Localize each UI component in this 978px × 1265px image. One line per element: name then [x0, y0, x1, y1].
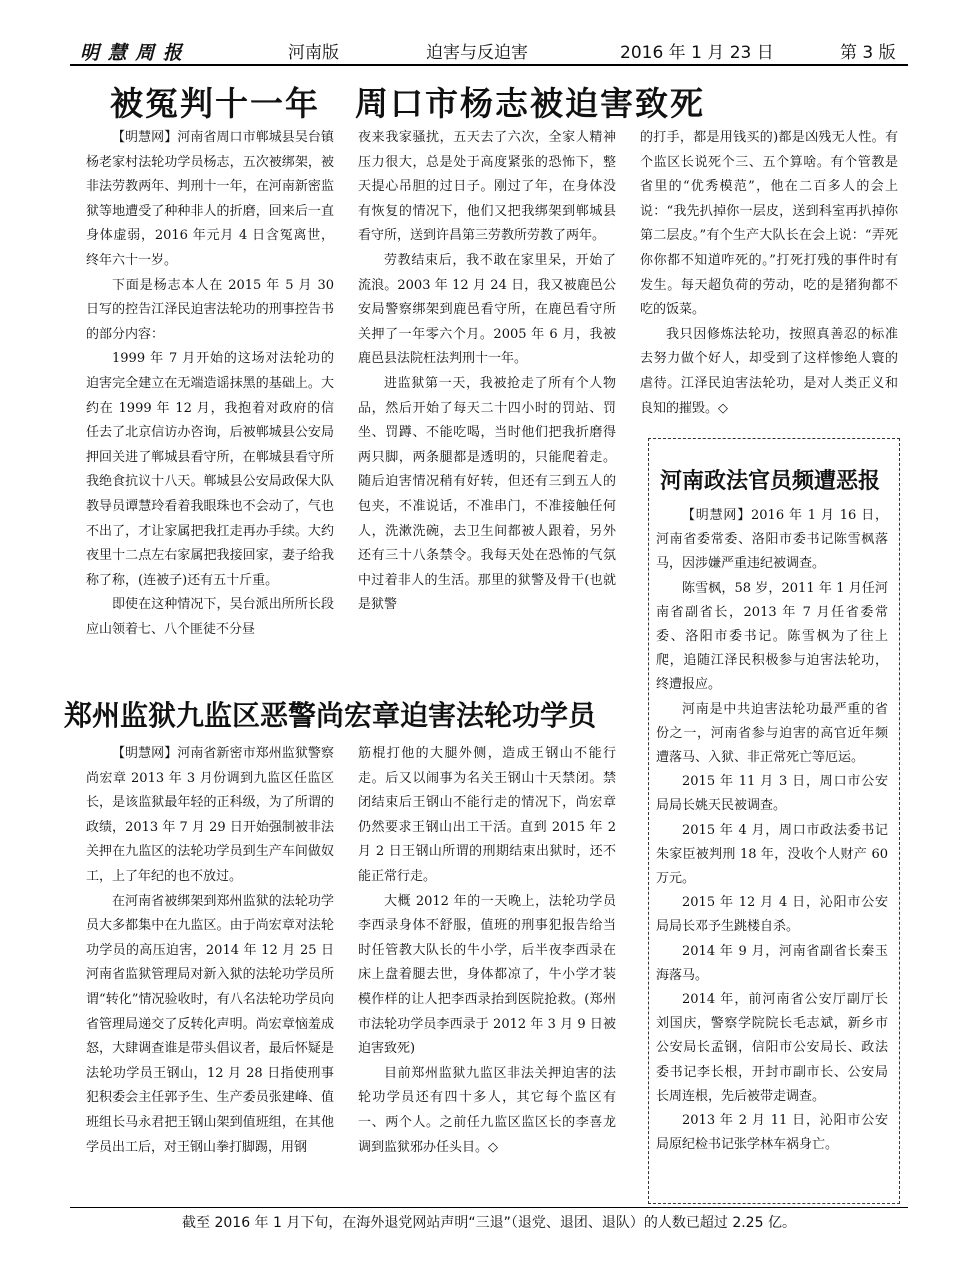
- article2-col1: [86, 742, 334, 1160]
- article3-title: 河南政法官员频遭恶报: [660, 469, 881, 494]
- paragraph: 我只因修炼法轮功，按照真善忍的标准去努力做个好人，却受到了这样惨绝人寰的虐待。江泽民迫害法轮功，是对人类正义和良知的摧毁。◇: [640, 326, 898, 416]
- article1-col3: [640, 126, 898, 421]
- article3-body: [656, 504, 888, 1157]
- masthead: 明 慧 周 报: [80, 42, 183, 64]
- paragraph: 劳教结束后，我不敢在家里呆，开始了流浪。2003 年 12 月 24 日，我又被鹿邑公安局警察绑架到鹿邑看守所，在鹿邑看守所关押了一年零六个月。2005 年 6 月，我被鹿邑县法院枉法判刑十一年。: [358, 252, 616, 367]
- paragraph: 在河南省被绑架到郑州监狱的法轮功学员大多都集中在九监区。由于尚宏章对法轮功学员的高压迫害，2014 年 12 月 25 日河南省监狱管理局对新入狱的法轮功学员所谓“转化”情况验收时，有八名法轮功学员向省管理局递交了反转化声明。尚宏章恼羞成怒，大肆调查谁是带头倡议者，最后怀疑是法轮功学员王钢山，12 月 28 日指使刑事犯积委会主任郭予生、生产委员张建峰、值班组长马永君把王钢山架到值班组，在其他学员出工后，对王钢山拳打脚踢，用钢: [86, 893, 334, 1155]
- article1-col1: [86, 126, 334, 642]
- paragraph: 【明慧网】河南省新密市郑州监狱警察尚宏章 2013 年 3 月份调到九监区任监区长，是该监狱最年轻的正科级，为了所谓的政绩，2013 年 7 月 29 日开始强制被非法关押在九监区的法轮功学员到生产车间做奴工，上了年纪的也不放过。: [86, 746, 334, 884]
- article2-title: 郑州监狱九监区恶警尚宏章迫害法轮功学员: [64, 699, 597, 732]
- header-rule: [70, 64, 908, 66]
- paragraph: 2015 年 12 月 4 日，沁阳市公安局局长邓予生跳楼自杀。: [656, 895, 888, 935]
- paragraph: 2015 年 11 月 3 日，周口市公安局局长姚天民被调查。: [656, 774, 888, 814]
- footer-rule: [70, 1207, 908, 1208]
- section-label: 迫害与反迫害: [426, 43, 528, 63]
- paragraph: 2014 年，前河南省公安厅副厅长刘国庆，警察学院院长毛志斌，新乡市公安局长孟钢，信阳市公安局长、政法委书记李长根，开封市副市长、公安局长周连根，先后被带走调查。: [656, 992, 888, 1104]
- paragraph: 的打手，都是用钱买的)都是凶残无人性。有个监区长说死个三、五个算啥。有个管教是省里的“优秀模范”，他在二百多人的会上说：“我先扒掉你一层皮，送到科室再扒掉你第二层皮。”有个生产大队长在会上说：“弄死你你都不知道咋死的。”打死打残的事件时有发生。每天超负荷的劳动，吃的是猪狗都不吃的饭菜。: [640, 130, 898, 318]
- paragraph: 夜来我家骚扰，五天去了六次，全家人精神压力很大，总是处于高度紧张的恐怖下，整天提心吊胆的过日子。刚过了年，在身体没有恢复的情况下，他们又把我绑架到郸城县看守所，送到许昌第三劳教所劳教了两年。: [358, 130, 616, 244]
- paragraph: 大概 2012 年的一天晚上，法轮功学员李西录身体不舒服，值班的刑事犯报告给当时任管教大队长的牛小学，后半夜李西录在床上盘着腿去世，身体都凉了，牛小学才装模作样的让人把李西录抬到医院抢救。(郑州市法轮功学员李西录于 2012 年 3 月 9 日被迫害致死): [358, 893, 616, 1057]
- edition-label: 河南版: [288, 43, 339, 63]
- paragraph: 2013 年 2 月 11 日，沁阳市公安局原纪检书记张学林车祸身亡。: [656, 1113, 888, 1153]
- paragraph: 陈雪枫，58 岁，2011 年 1 月任河南省副省长，2013 年 7 月任省委常委、洛阳市委书记。陈雪枫为了往上爬，追随江泽民积极参与迫害法轮功，终遭报应。: [656, 580, 888, 693]
- paragraph: 2014 年 9 月，河南省副省长秦玉海落马。: [656, 943, 888, 983]
- paragraph: 进监狱第一天，我被抢走了所有个人物品，然后开始了每天二十四小时的罚站、罚坐、罚蹲、不能吃喝，当时他们把我折磨得两只脚，两条腿都是透明的，只能爬着走。随后迫害情况稍有好转，但还有三到五人的包夹，不准说话，不准串门，不准接触任何人，洗漱洗碗，去卫生间都被人跟着，另外还有三十八条禁令。我每天处在恐怖的气氛中过着非人的生活。那里的狱警及骨干(也就是狱警: [358, 375, 616, 613]
- paragraph: 即使在这种情况下，吴台派出所所长段应山领着七、八个匪徒不分昼: [86, 597, 334, 637]
- article1-title: 被冤判十一年 周口市杨志被迫害致死: [110, 84, 705, 123]
- paragraph: 2015 年 4 月，周口市政法委书记朱家臣被判刑 18 年，没收个人财产 60 万元。: [656, 822, 888, 887]
- paragraph: 目前郑州监狱九监区非法关押迫害的法轮功学员还有四十多人，其它每个监区有一、两个人。之前任九监区监区长的李喜龙调到监狱邪办任头目。◇: [358, 1065, 616, 1155]
- paragraph: 【明慧网】河南省周口市郸城县吴台镇杨老家村法轮功学员杨志，五次被绑架，被非法劳教两年、判刑十一年，在河南新密监狱等地遭受了种种非人的折磨，回来后一直身体虚弱，2016 年元月 4 日含冤离世，终年六十一岁。: [86, 130, 334, 268]
- paragraph: 【明慧网】2016 年 1 月 16 日，河南省委常委、洛阳市委书记陈雪枫落马，因涉嫌严重违纪被调查。: [656, 508, 888, 572]
- page-number: 第 3 版: [840, 43, 896, 63]
- paragraph: 河南是中共迫害法轮功最严重的省份之一，河南省参与迫害的高官近年频遭落马、入狱、非正常死亡等厄运。: [656, 701, 888, 766]
- paragraph: 1999 年 7 月开始的这场对法轮功的迫害完全建立在无端造谣抹黑的基础上。大约在 1999 年 12 月，我抱着对政府的信任去了北京信访办咨询，后被郸城县公安局押回关进了郸城县看守所，在郸城县看守所我绝食抗议十八天。郸城县公安局政保大队教导员谭慧玲看着我眼珠也不会动了，气也不出了，才让家属把我扛走再办手续。大约夜里十二点左右家属把我接回家，妻子给我称了称，(连被子)还有五十斤重。: [86, 351, 334, 588]
- footer-note: 截至 2016 年 1 月下旬，在海外退党网站声明“三退”（退党、退团、退队）的人数已超过 2.25 亿。: [182, 1215, 796, 1231]
- article1-col2: [358, 126, 616, 618]
- article2-col2: [358, 742, 616, 1160]
- paragraph: 下面是杨志本人在 2015 年 5 月 30 日写的控告江泽民迫害法轮功的刑事控告书的部分内容：: [86, 277, 334, 342]
- issue-date: 2016 年 1 月 23 日: [620, 43, 774, 63]
- paragraph: 筋棍打他的大腿外侧，造成王钢山不能行走。后又以闹事为名关王钢山十天禁闭。禁闭结束后王钢山不能行走的情况下，尚宏章仍然要求王钢山出工干活。直到 2015 年 2 月 2 日王钢山所谓的刑期结束出狱时，还不能正常行走。: [358, 746, 616, 884]
